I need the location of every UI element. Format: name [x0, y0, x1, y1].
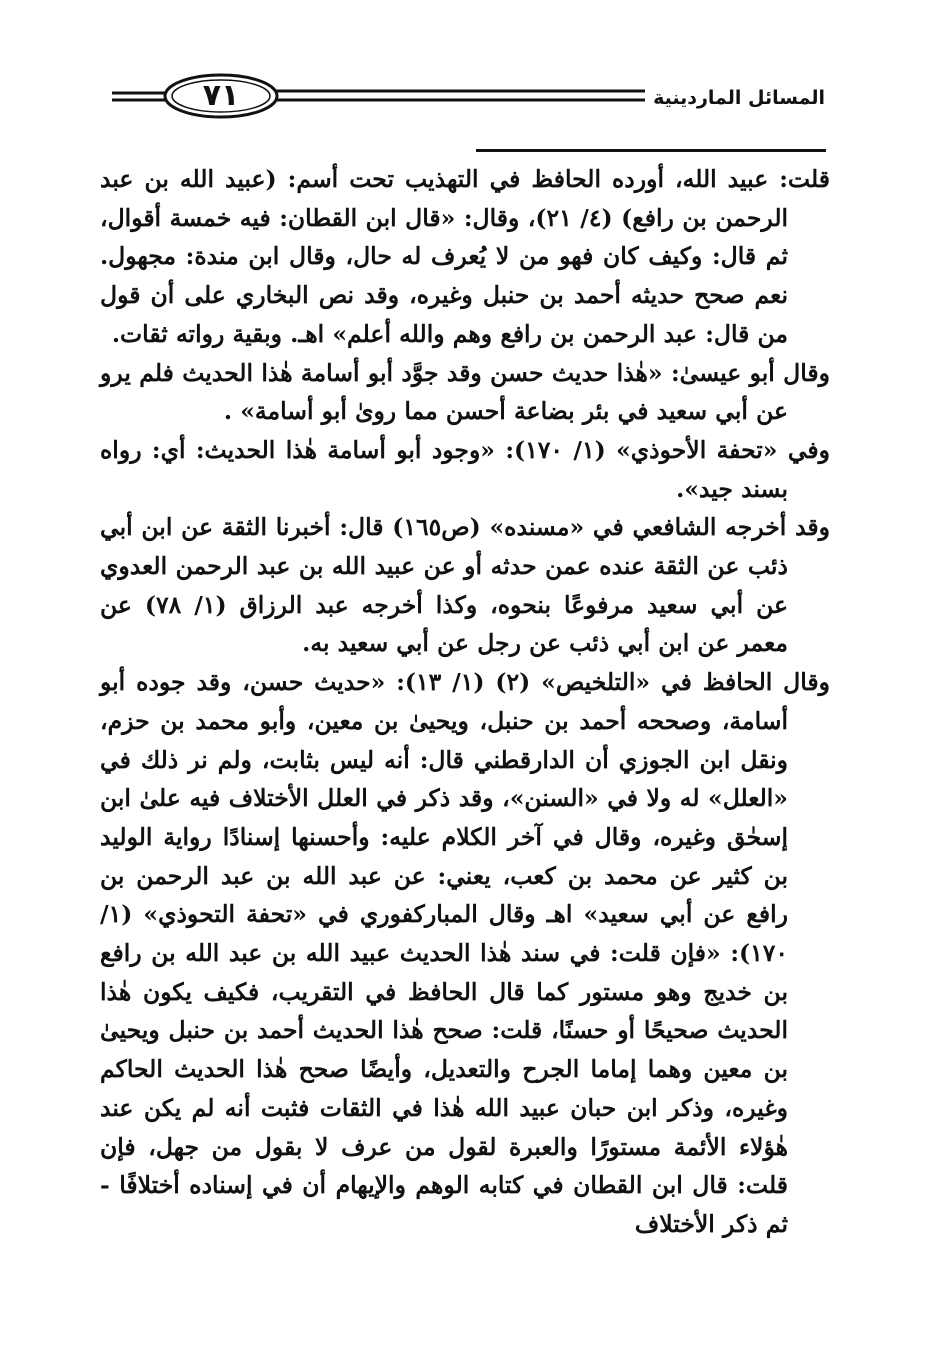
paragraph: وقال الحافظ في «التلخيص» (٢) (١/ ١٣): «حديث حسن، وقد جوده أبو أسامة، وصححه أحمد بن حنبل، ويحيىٰ بن معين، وأبو محمد بن حزم، ونقل ابن الجوزي أن الدارقطني قال: أنه ليس بثابت، ولم نر ذلك في «العلل» له ولا في «السنن»، وقد ذكر في العلل الأختلاف فيه علىٰ ابن إسحٰق وغيره، وقال في آخر الكلام عليه: وأحسنها إسنادًا رواية الوليد بن كثير عن محمد بن كعب، يعني: عن عبد الله بن عبد الرحمن بن رافع عن أبي سعيد» اهـ وقال المباركفوري في «تحفة التحوذي» (١/ ١٧٠): «فإن قلت: في سند هٰذا الحديث عبيد الله بن عبد الله بن رافع بن خديج وهو مستور كما قال الحافظ في التقريب، فكيف يكون هٰذا الحديث صحيحًا أو حسنًا، قلت: صحح هٰذا الحديث أحمد بن حنبل ويحيىٰ بن معين وهما إماما الجرح والتعديل، وأيضًا صحح هٰذا الحديث الحاكم وغيره، وذكر ابن حبان عبيد الله هٰذا في الثقات فثبت أنه لم يكن عند هٰؤلاء الأئمة مستورًا والعبرة لقول من عرف لا بقول من جهل، فإن قلت: قال ابن القطان في كتابه الوهم والإيهام أن في إسناده أختلافًا - ثم ذكر الأختلاف [100, 668, 830, 1238]
paragraph: وفي «تحفة الأحوذي» (١/ ١٧٠): «وجود أبو أسامة هٰذا الحديث: أي: رواه بسند جيد». [100, 435, 830, 503]
body-text [100, 160, 830, 1244]
running-title: المسائل الماردينية [645, 80, 825, 116]
header-rule [476, 149, 826, 152]
paragraph: وقال أبو عيسىٰ: «هٰذا حديث حسن وقد جوَّد أبو أسامة هٰذا الحديث فلم يرو عن أبي سعيد في بئر بضاعة أحسن مما روىٰ أبو أسامة» . [100, 358, 830, 426]
page-header [110, 70, 825, 126]
page-number: ٧١ [202, 78, 240, 113]
paragraph: وقد أخرجه الشافعي في «مسنده» (ص١٦٥) قال: أخبرنا الثقة عن ابن أبي ذئب عن الثقة عنده عمن حدثه أو عن عبيد الله بن عبد الرحمن العدوي عن أبي سعيد مرفوعًا بنحوه، وكذا أخرجه عبد الرزاق (١/ ٧٨) عن معمر عن ابن أبي ذئب عن رجل عن أبي سعيد به. [100, 513, 830, 658]
paragraph: قلت: عبيد الله، أورده الحافظ في التهذيب تحت أسم: (عبيد الله بن عبد الرحمن بن رافع) (٤/ ٢١)، وقال: «قال ابن القطان: فيه خمسة أقوال، ثم قال: وكيف كان فهو من لا يُعرف له حال، وقال ابن مندة: مجهول. نعم صحح حديثه أحمد بن حنبل وغيره، وقد نص البخاري على أن قول من قال: عبد الرحمن بن رافع وهم والله أعلم» اهـ. وبقية رواته ثقات. [100, 165, 830, 348]
